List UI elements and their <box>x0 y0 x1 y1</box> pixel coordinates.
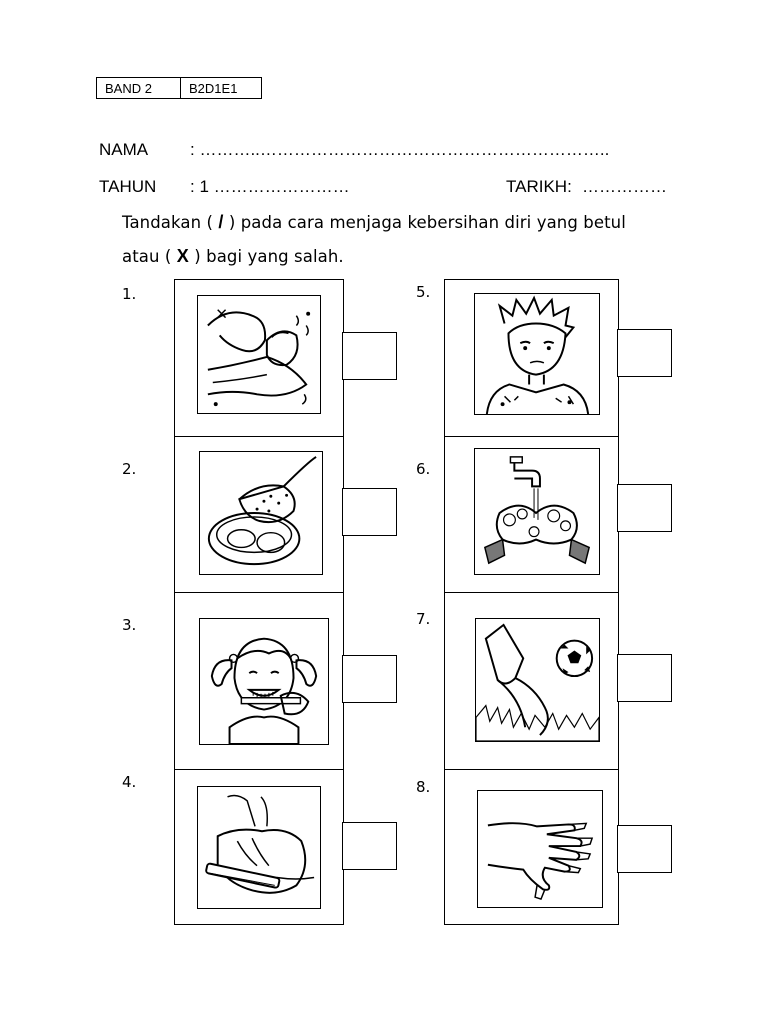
instruction-text: ) pada cara menjaga kebersihan diri yang betul <box>223 213 626 232</box>
untidy-boy-icon <box>474 293 600 415</box>
picture-cell <box>445 770 618 926</box>
instruction-text: atau ( <box>122 247 177 266</box>
name-field[interactable]: : ………..…………………………………………………….. <box>190 140 610 159</box>
picture-cell <box>445 593 618 770</box>
item-number: 4. <box>122 773 137 791</box>
washing-hands-icon <box>474 448 600 575</box>
answer-box-5[interactable] <box>617 329 672 377</box>
year-label: TAHUN <box>99 177 157 196</box>
year-field[interactable]: : 1 …………………… <box>190 177 350 196</box>
answer-box-4[interactable] <box>342 822 397 870</box>
eating-with-dirty-hand-icon <box>199 451 323 575</box>
answer-box-2[interactable] <box>342 488 397 536</box>
answer-box-8[interactable] <box>617 825 672 873</box>
item-number: 6. <box>416 460 431 478</box>
band-label: BAND 2 <box>97 78 181 98</box>
date-label: TARIKH: <box>506 177 572 196</box>
instruction-text: ) bagi yang salah. <box>188 247 344 266</box>
item-number: 8. <box>416 778 431 796</box>
right-picture-column <box>444 279 619 925</box>
tick-symbol: / <box>218 212 224 232</box>
answer-box-3[interactable] <box>342 655 397 703</box>
instruction-text: Tandakan ( <box>122 213 219 232</box>
cross-symbol: X <box>176 246 189 266</box>
item-number: 5. <box>416 283 431 301</box>
date-field[interactable]: …………… <box>582 177 667 196</box>
item-number: 2. <box>122 460 137 478</box>
cutting-nails-icon <box>197 786 321 909</box>
long-nails-hand-icon <box>477 790 603 908</box>
band-box <box>96 77 262 99</box>
playing-football-icon <box>475 618 600 742</box>
picture-cell <box>445 280 618 437</box>
item-number: 3. <box>122 616 137 634</box>
band-code: B2D1E1 <box>189 80 238 96</box>
instruction-line-2 <box>122 246 344 267</box>
picture-cell <box>175 437 343 593</box>
washing-face-icon <box>197 295 321 414</box>
picture-cell <box>445 437 618 593</box>
picture-cell <box>175 280 343 437</box>
item-number: 7. <box>416 610 431 628</box>
picture-cell <box>175 593 343 770</box>
left-picture-column <box>174 279 344 925</box>
answer-box-1[interactable] <box>342 332 397 380</box>
answer-box-6[interactable] <box>617 484 672 532</box>
answer-box-7[interactable] <box>617 654 672 702</box>
girl-brushing-teeth-icon <box>199 618 329 745</box>
name-label: NAMA <box>99 140 149 159</box>
instruction-line-1 <box>122 212 626 233</box>
item-number: 1. <box>122 285 137 303</box>
picture-cell <box>175 770 343 926</box>
